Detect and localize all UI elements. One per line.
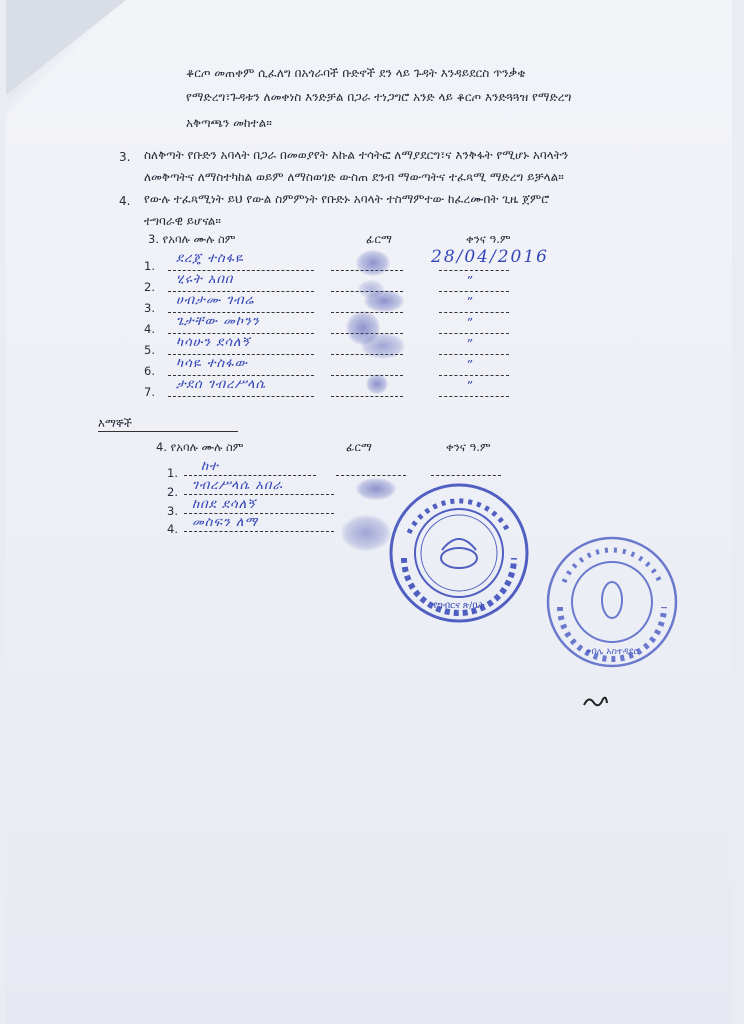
table1-header-date: ቀንና ዓ.ም	[466, 232, 511, 246]
handwritten-name: ደረጄ ተስፋዬ	[176, 251, 244, 266]
table2-row-number: 4.	[167, 522, 178, 536]
item-4-line-2: ተግባራዊ ይሆናል።	[144, 214, 221, 228]
table1-row-number: 3.	[144, 301, 155, 315]
table1-row-number: 6.	[144, 364, 155, 378]
handwritten-name: ከተ	[201, 459, 219, 474]
handwritten-name: ከበደ ደሳለኝ	[192, 497, 256, 512]
table1-date-line	[439, 291, 509, 292]
ditto-mark: ”	[466, 316, 473, 330]
table2-name-line	[184, 475, 316, 476]
table2-date-line	[431, 475, 501, 476]
signature-scribble	[366, 374, 388, 394]
table1-name-line	[168, 375, 314, 376]
handwritten-name: መስፍን ለማ	[192, 515, 259, 530]
thumbprint-mark	[361, 333, 405, 359]
table1-row-number: 5.	[144, 343, 155, 357]
table1-name-line	[168, 396, 314, 397]
paragraph-line-1: ቆርጦ መጠቀም ሲፈለግ በአጎራባች ቡድኖች ደን ላይ ጉዳት እንዳይደርስ ጥንቃቄ	[186, 66, 526, 80]
item-3-line-2: ለመቅጣትና ለማስተካከል ወይም ለማስወገድ ውስጠ ደንብ ማውጣትና ተፈጻሚ ማድረግ ይቻላል።	[144, 170, 564, 184]
witness-label	[98, 416, 238, 432]
item-4-line-1: የውሉ ተፈጻሚነት ይህ የውል ስምምነት የቡድኑ አባላት ተስማምተው ከፈረሙበት ጊዜ ጀምሮ	[144, 192, 550, 206]
table1-name-line	[168, 333, 314, 334]
table1-date-line	[439, 312, 509, 313]
document-page	[6, 0, 732, 1024]
handwritten-name: ገብረሥላሴ አበራ	[192, 478, 283, 493]
table1-name-line	[168, 354, 314, 355]
witness-label-text: እማኞች	[98, 416, 133, 430]
table1-row-number: 1.	[144, 259, 155, 273]
ditto-mark: ”	[466, 358, 473, 372]
signature-scribble	[364, 290, 404, 312]
table1-sign-line	[331, 396, 403, 397]
handwritten-name: ጌታቸው መኮንን	[176, 314, 260, 329]
item-number-3: 3.	[119, 150, 131, 164]
paragraph-line-2: የማድረግ፣ጉዳቱን ለመቀነስ እንድቻል በጋራ ተነጋግሮ አንድ ላይ ቆርጦ እንድጓጓዝ የማድረግ	[186, 90, 572, 104]
table1-name-line	[168, 291, 314, 292]
table2-header-signature: ፊርማ	[346, 440, 372, 454]
table2-header-name: 4. የአባሉ ሙሉ ስም	[156, 440, 244, 454]
table1-row-number: 7.	[144, 385, 155, 399]
handwritten-name: ታደሰ ገብረሥላሴ	[176, 377, 267, 392]
item-number-4: 4.	[119, 194, 131, 208]
handwritten-name: ካሳዬ ተስፋው	[176, 356, 248, 371]
table1-date-line	[439, 270, 509, 271]
table1-name-line	[168, 270, 314, 271]
table2-header-date: ቀንና ዓ.ም	[446, 440, 491, 454]
item-3-line-1: ስለቅጣት የቡድን አባላት በጋራ በመወያየት እኩል ተሳትፎ ለማያደርግ፣ና እንቅፋት የሚሆኑ አባላትን	[144, 148, 569, 162]
handwritten-name: ካሳሁን ደሳለኝ	[176, 335, 251, 350]
handwritten-name: ሂሩት አበበ	[176, 272, 234, 287]
table1-name-line	[168, 312, 314, 313]
ditto-mark: ”	[466, 379, 473, 393]
table2-name-line	[184, 494, 334, 495]
table2-row-number: 1.	[167, 466, 178, 480]
table1-date-line	[439, 375, 509, 376]
thumbprint-mark	[356, 250, 390, 276]
table1-header-signature: ፊርማ	[366, 232, 392, 246]
table1-date-line	[439, 354, 509, 355]
folded-corner	[6, 0, 126, 95]
kebele-seal-icon	[542, 532, 682, 672]
table1-date-line	[439, 333, 509, 334]
table1-date-line	[439, 396, 509, 397]
table2-row-number: 2.	[167, 485, 178, 499]
handwritten-date: 28/04/2016	[431, 247, 549, 267]
table1-header-name: 3. የአባሉ ሙሉ ስም	[148, 232, 236, 246]
ditto-mark: ”	[466, 295, 473, 309]
table1-sign-line	[331, 375, 403, 376]
table1-row-number: 2.	[144, 280, 155, 294]
table1-row-number: 4.	[144, 322, 155, 336]
kebele-seal-text: ቀበሌ አስተዳደር	[585, 647, 639, 657]
table2-row-number: 3.	[167, 504, 178, 518]
paragraph-line-3: አቅጣጫን መከተል።	[186, 116, 272, 130]
ditto-mark: ”	[466, 274, 473, 288]
table2-sign-line	[336, 475, 406, 476]
table2-name-line	[184, 513, 334, 514]
handwritten-name: ሀብታሙ ገብሬ	[176, 293, 255, 308]
ministry-seal-icon	[384, 478, 534, 628]
ink-squiggle-icon	[581, 693, 609, 711]
table2-name-line	[184, 531, 334, 532]
ditto-mark: ”	[466, 337, 473, 351]
ministry-seal-text: የግብርና ጽ/ቤት	[433, 601, 485, 611]
